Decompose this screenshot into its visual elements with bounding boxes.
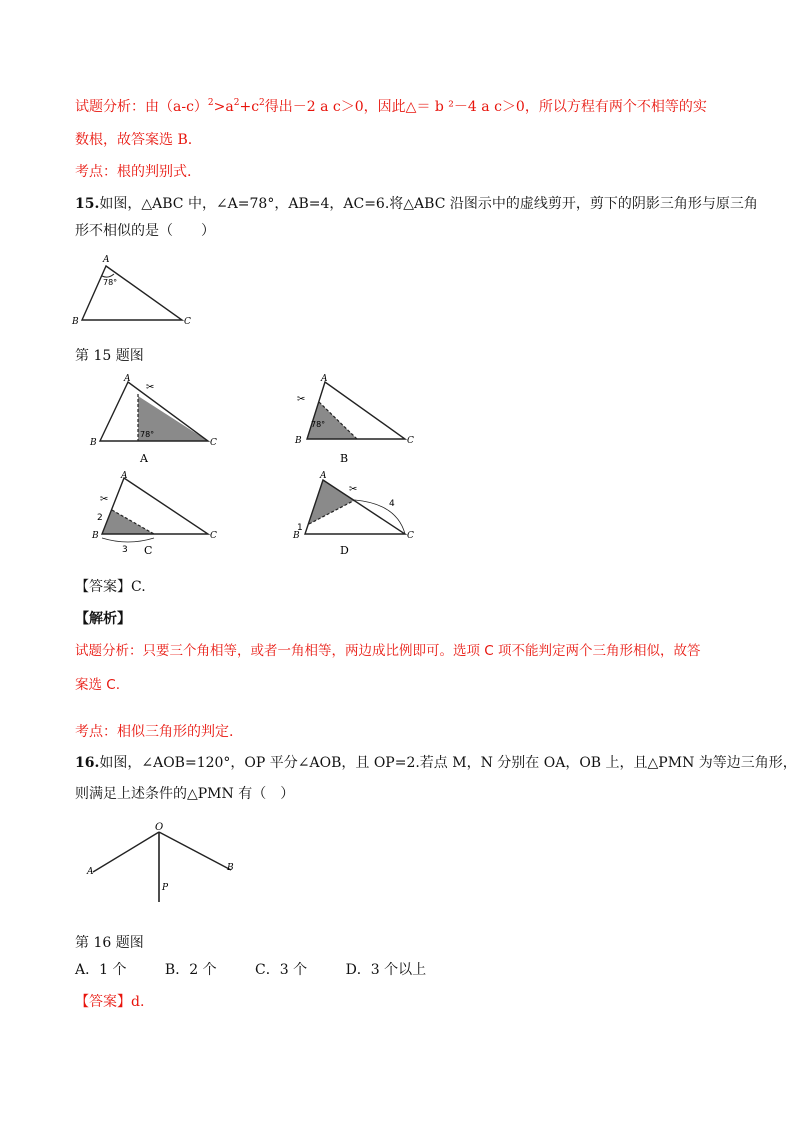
svg-text:A: A — [321, 374, 328, 384]
q15-figure-caption: 第 15 题图 — [75, 348, 144, 364]
svg-text:C: C — [407, 531, 414, 541]
q15-option-c-figure — [88, 470, 218, 562]
prev-analysis-line1: 试题分析：由$(a-c)^2>a^2+c^2$得出－2 a c＞0，因此△＝ b ²－4 a c＞0，所以方程有两个不相等的实 — [75, 98, 707, 115]
q15-option-b-angle: 78° — [311, 420, 326, 429]
q15-option-d-len2: 4 — [389, 499, 395, 509]
q16-option-d: D．3 个以上 — [345, 962, 427, 978]
q16-text-line1: 16.如图，∠AOB=120°，OP 平分∠AOB，且 OP=2.若点 M，N 分别在 OA，OB 上，且△PMN 为等边三角形， — [75, 755, 797, 771]
q15-option-a-figure — [88, 372, 218, 464]
q15-option-d-len1: 1 — [297, 523, 303, 533]
q16-option-c: C．3 个 — [255, 962, 308, 978]
svg-text:B: B — [90, 438, 97, 448]
q16-option-b: B．2 个 — [164, 962, 217, 978]
q15-kaodian: 考点：相似三角形的判定. — [75, 724, 234, 740]
q15-number: 15. — [75, 196, 100, 212]
svg-text:C: C — [407, 436, 414, 446]
q15-option-d-scissors-icon: ✂ — [349, 484, 358, 495]
q15-option-c-len2: 3 — [122, 545, 128, 555]
svg-text:C: C — [210, 438, 217, 448]
q15-option-d-figure — [285, 470, 415, 562]
svg-text:B: B — [293, 531, 300, 541]
q15-option-c-len1: 2 — [97, 513, 103, 523]
q16-label-b: B — [227, 863, 234, 873]
q15-option-d-label: D — [340, 544, 349, 557]
q16-figure — [85, 818, 245, 908]
q15-option-b-scissors-icon: ✂ — [297, 394, 306, 405]
q16-label-o: O — [155, 822, 164, 833]
q15-analysis-title: 【解析】 — [75, 611, 131, 627]
q15-main-figure — [70, 252, 200, 334]
q15-option-c-label: C — [144, 544, 153, 557]
q16-text-line2: 则满足上述条件的△PMN 有（ ） — [75, 786, 295, 802]
svg-text:A: A — [320, 471, 327, 481]
svg-text:B: B — [295, 436, 302, 446]
svg-text:B: B — [92, 531, 99, 541]
q16-answer: 【答案】d. — [75, 994, 145, 1010]
q15-main-label-a: A — [103, 255, 110, 265]
q16-options — [75, 961, 460, 979]
q15-option-b-label: B — [340, 452, 349, 464]
q15-text-line1: 15.如图，△ABC 中，∠A=78°，AB=4，AC=6.将△ABC 沿图示中的虚线剪开，剪下的阴影三角形与原三角 — [75, 196, 758, 212]
q15-main-label-b: B — [72, 317, 79, 327]
q16-figure-caption: 第 16 题图 — [75, 935, 144, 951]
q16-option-a: A．1 个 — [75, 962, 127, 978]
q15-option-b-figure — [285, 372, 415, 464]
svg-text:C: C — [210, 531, 217, 541]
q15-answer: 【答案】C. — [75, 579, 146, 595]
svg-text:A: A — [124, 374, 131, 384]
q15-analysis-line2: 案选 C. — [75, 677, 121, 693]
q15-main-angle: 78° — [103, 278, 118, 287]
q16-label-p: P — [162, 883, 169, 893]
q15-text-line2: 形不相似的是（ ） — [75, 223, 215, 239]
q16-label-a: A — [87, 867, 94, 877]
q15-option-c-scissors-icon: ✂ — [100, 494, 109, 505]
q16-number: 16. — [75, 755, 100, 771]
q15-main-label-c: C — [184, 317, 191, 327]
prev-analysis-line2: 数根，故答案选 B. — [75, 132, 193, 148]
svg-text:A: A — [121, 471, 128, 481]
q15-analysis-line1: 试题分析：只要三个角相等，或者一角相等，两边成比例即可。选项 C 项不能判定两个三角形相似，故答 — [75, 643, 701, 659]
prev-kaodian: 考点：根的判别式. — [75, 164, 192, 180]
q15-option-a-scissors-icon: ✂ — [146, 382, 155, 393]
q15-option-a-angle: 78° — [140, 430, 155, 439]
q15-option-a-label: A — [140, 452, 148, 464]
